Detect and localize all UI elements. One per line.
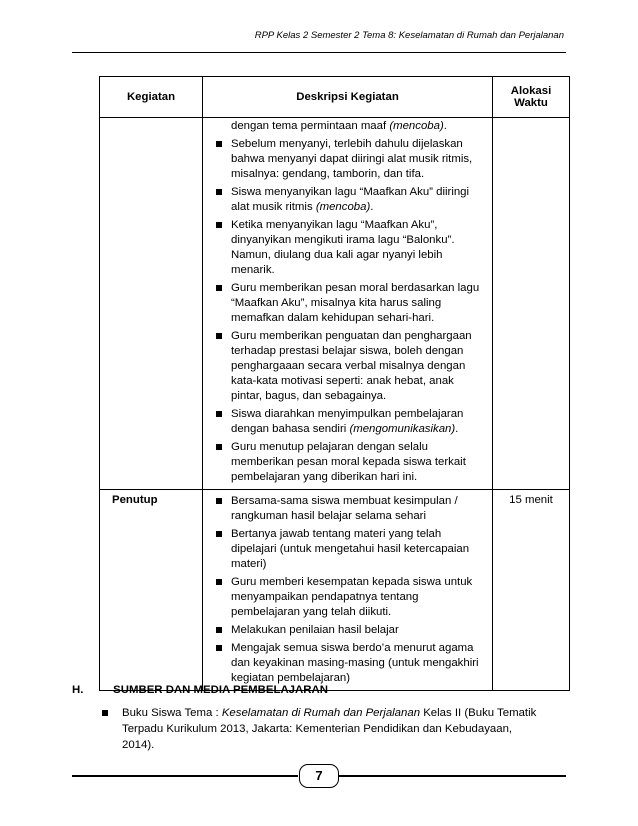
- source-text: [122, 705, 542, 753]
- header-deskripsi: Deskripsi Kegiatan: [203, 77, 493, 118]
- square-bullet-icon: [216, 222, 222, 228]
- section-number: H.: [72, 684, 84, 696]
- text-run: Buku Siswa Tema :: [122, 707, 222, 719]
- text-run: Melakukan penilaian hasil belajar: [231, 624, 399, 636]
- text-run: Siswa menyanyikan lagu “Maafkan Aku” diiringi alat musik ritmis: [231, 186, 470, 213]
- section-heading: [72, 684, 328, 696]
- activity-list: [204, 494, 491, 686]
- text-run: Bertanya jawab tentang materi yang telah dipelajari (untuk mengetahui hasil ketercapaian materi): [231, 528, 470, 570]
- square-bullet-icon: [216, 333, 222, 339]
- text-run: Sebelum menyanyi, terlebih dahulu dijelaskan bahwa menyanyi dapat diiringi alat musik ritmis, misalnya: gendang, tamborin, dan tifa.: [231, 138, 473, 180]
- footer-rule-left: [72, 775, 298, 777]
- list-item: [204, 494, 481, 524]
- text-run: Guru memberi kesempatan kepada siswa untuk menyampaikan pendapatnya tentang pembelajaran yang telah diikuti.: [231, 576, 473, 618]
- list-item: [204, 281, 481, 326]
- list-item: [204, 641, 481, 686]
- text-run: Guru memberikan pesan moral berdasarkan lagu “Maafkan Aku”, misalnya kita harus saling memafkan dalam kehidupan sehari-hari.: [231, 282, 480, 324]
- table-row: [100, 118, 570, 490]
- square-bullet-icon: [216, 411, 222, 417]
- list-item: [204, 329, 481, 404]
- text-run: Siswa diarahkan menyimpulkan pembelajaran dengan bahasa sendiri: [231, 408, 464, 435]
- table-body: [100, 118, 570, 691]
- table-header-row: [100, 77, 570, 118]
- list-item: [204, 527, 481, 572]
- stage-cell: Penutup: [100, 490, 203, 691]
- table-row: [100, 490, 570, 691]
- activity-table: [99, 76, 570, 691]
- list-item: [204, 407, 481, 437]
- page-number-badge: 7: [299, 764, 339, 788]
- running-header: RPP Kelas 2 Semester 2 Tema 8: Keselamatan di Rumah dan Perjalanan: [254, 30, 564, 41]
- italic-text: (mencoba): [389, 120, 444, 132]
- source-list: [102, 705, 542, 753]
- description-cell: [203, 490, 493, 691]
- list-item: [204, 575, 481, 620]
- list-item: [204, 218, 481, 278]
- list-item: [204, 440, 481, 485]
- text-run: Mengajak semua siswa berdo’a menurut agama dan keyakinan masing-masing (untuk mengakhiri kegiatan pembelajaran): [231, 642, 479, 684]
- source-item: [102, 705, 542, 753]
- text-run: dengan tema permintaan maaf: [231, 120, 390, 132]
- text-run: Guru memberikan penguatan dan penghargaan terhadap prestasi belajar siswa, boleh dengan penghargaaan secara verbal misalnya dengan kata-kata motivasi seperti: anak hebat, anak pintar, bagus, dan sebagainya.: [231, 330, 472, 402]
- header-divider: [72, 52, 566, 53]
- list-item: [204, 185, 481, 215]
- text-run: Ketika menyanyikan lagu “Maafkan Aku”, dinyanyikan mengikuti irama lagu “Balonku”. Namun, diulang dua kali agar nyanyi lebih menarik.: [231, 219, 455, 276]
- square-bullet-icon: [216, 141, 222, 147]
- square-bullet-icon: [216, 645, 222, 651]
- text-run: .: [455, 423, 459, 435]
- square-bullet-icon: [102, 710, 108, 716]
- continued-text: [204, 119, 481, 134]
- square-bullet-icon: [216, 531, 222, 537]
- text-run: Bersama-sama siswa membuat kesimpulan / rangkuman hasil belajar selama sehari: [231, 495, 458, 522]
- header-alokasi: Alokasi Waktu: [493, 77, 570, 118]
- footer-rule-right: [338, 775, 566, 777]
- allocation-cell: [493, 118, 570, 490]
- list-item: [204, 623, 481, 638]
- list-item: [204, 137, 481, 182]
- italic-text: (mengomunikasikan): [349, 423, 456, 435]
- text-run: .: [443, 120, 447, 132]
- description-cell: [203, 118, 493, 490]
- text-run: Guru menutup pelajaran dengan selalu memberikan pesan moral kepada siswa terkait pembelajaran yang diberikan hari ini.: [231, 441, 466, 483]
- text-run: Kelas II (Buku Tematik Terpadu Kurikulum 2013, Jakarta: Kementerian Pendidikan dan Kebudayaan, 2014).: [122, 707, 537, 751]
- header-kegiatan: Kegiatan: [100, 77, 203, 118]
- section-title: SUMBER DAN MEDIA PEMBELAJARAN: [113, 684, 328, 696]
- square-bullet-icon: [216, 189, 222, 195]
- square-bullet-icon: [216, 285, 222, 291]
- italic-text: (mencoba): [315, 201, 371, 213]
- square-bullet-icon: [216, 627, 222, 633]
- italic-text: Keselamatan di Rumah dan Perjalanan: [221, 707, 421, 719]
- square-bullet-icon: [216, 444, 222, 450]
- square-bullet-icon: [216, 498, 222, 504]
- stage-cell: [100, 118, 203, 490]
- square-bullet-icon: [216, 579, 222, 585]
- activity-list: [204, 119, 491, 485]
- text-run: .: [370, 201, 374, 213]
- allocation-cell: 15 menit: [493, 490, 570, 691]
